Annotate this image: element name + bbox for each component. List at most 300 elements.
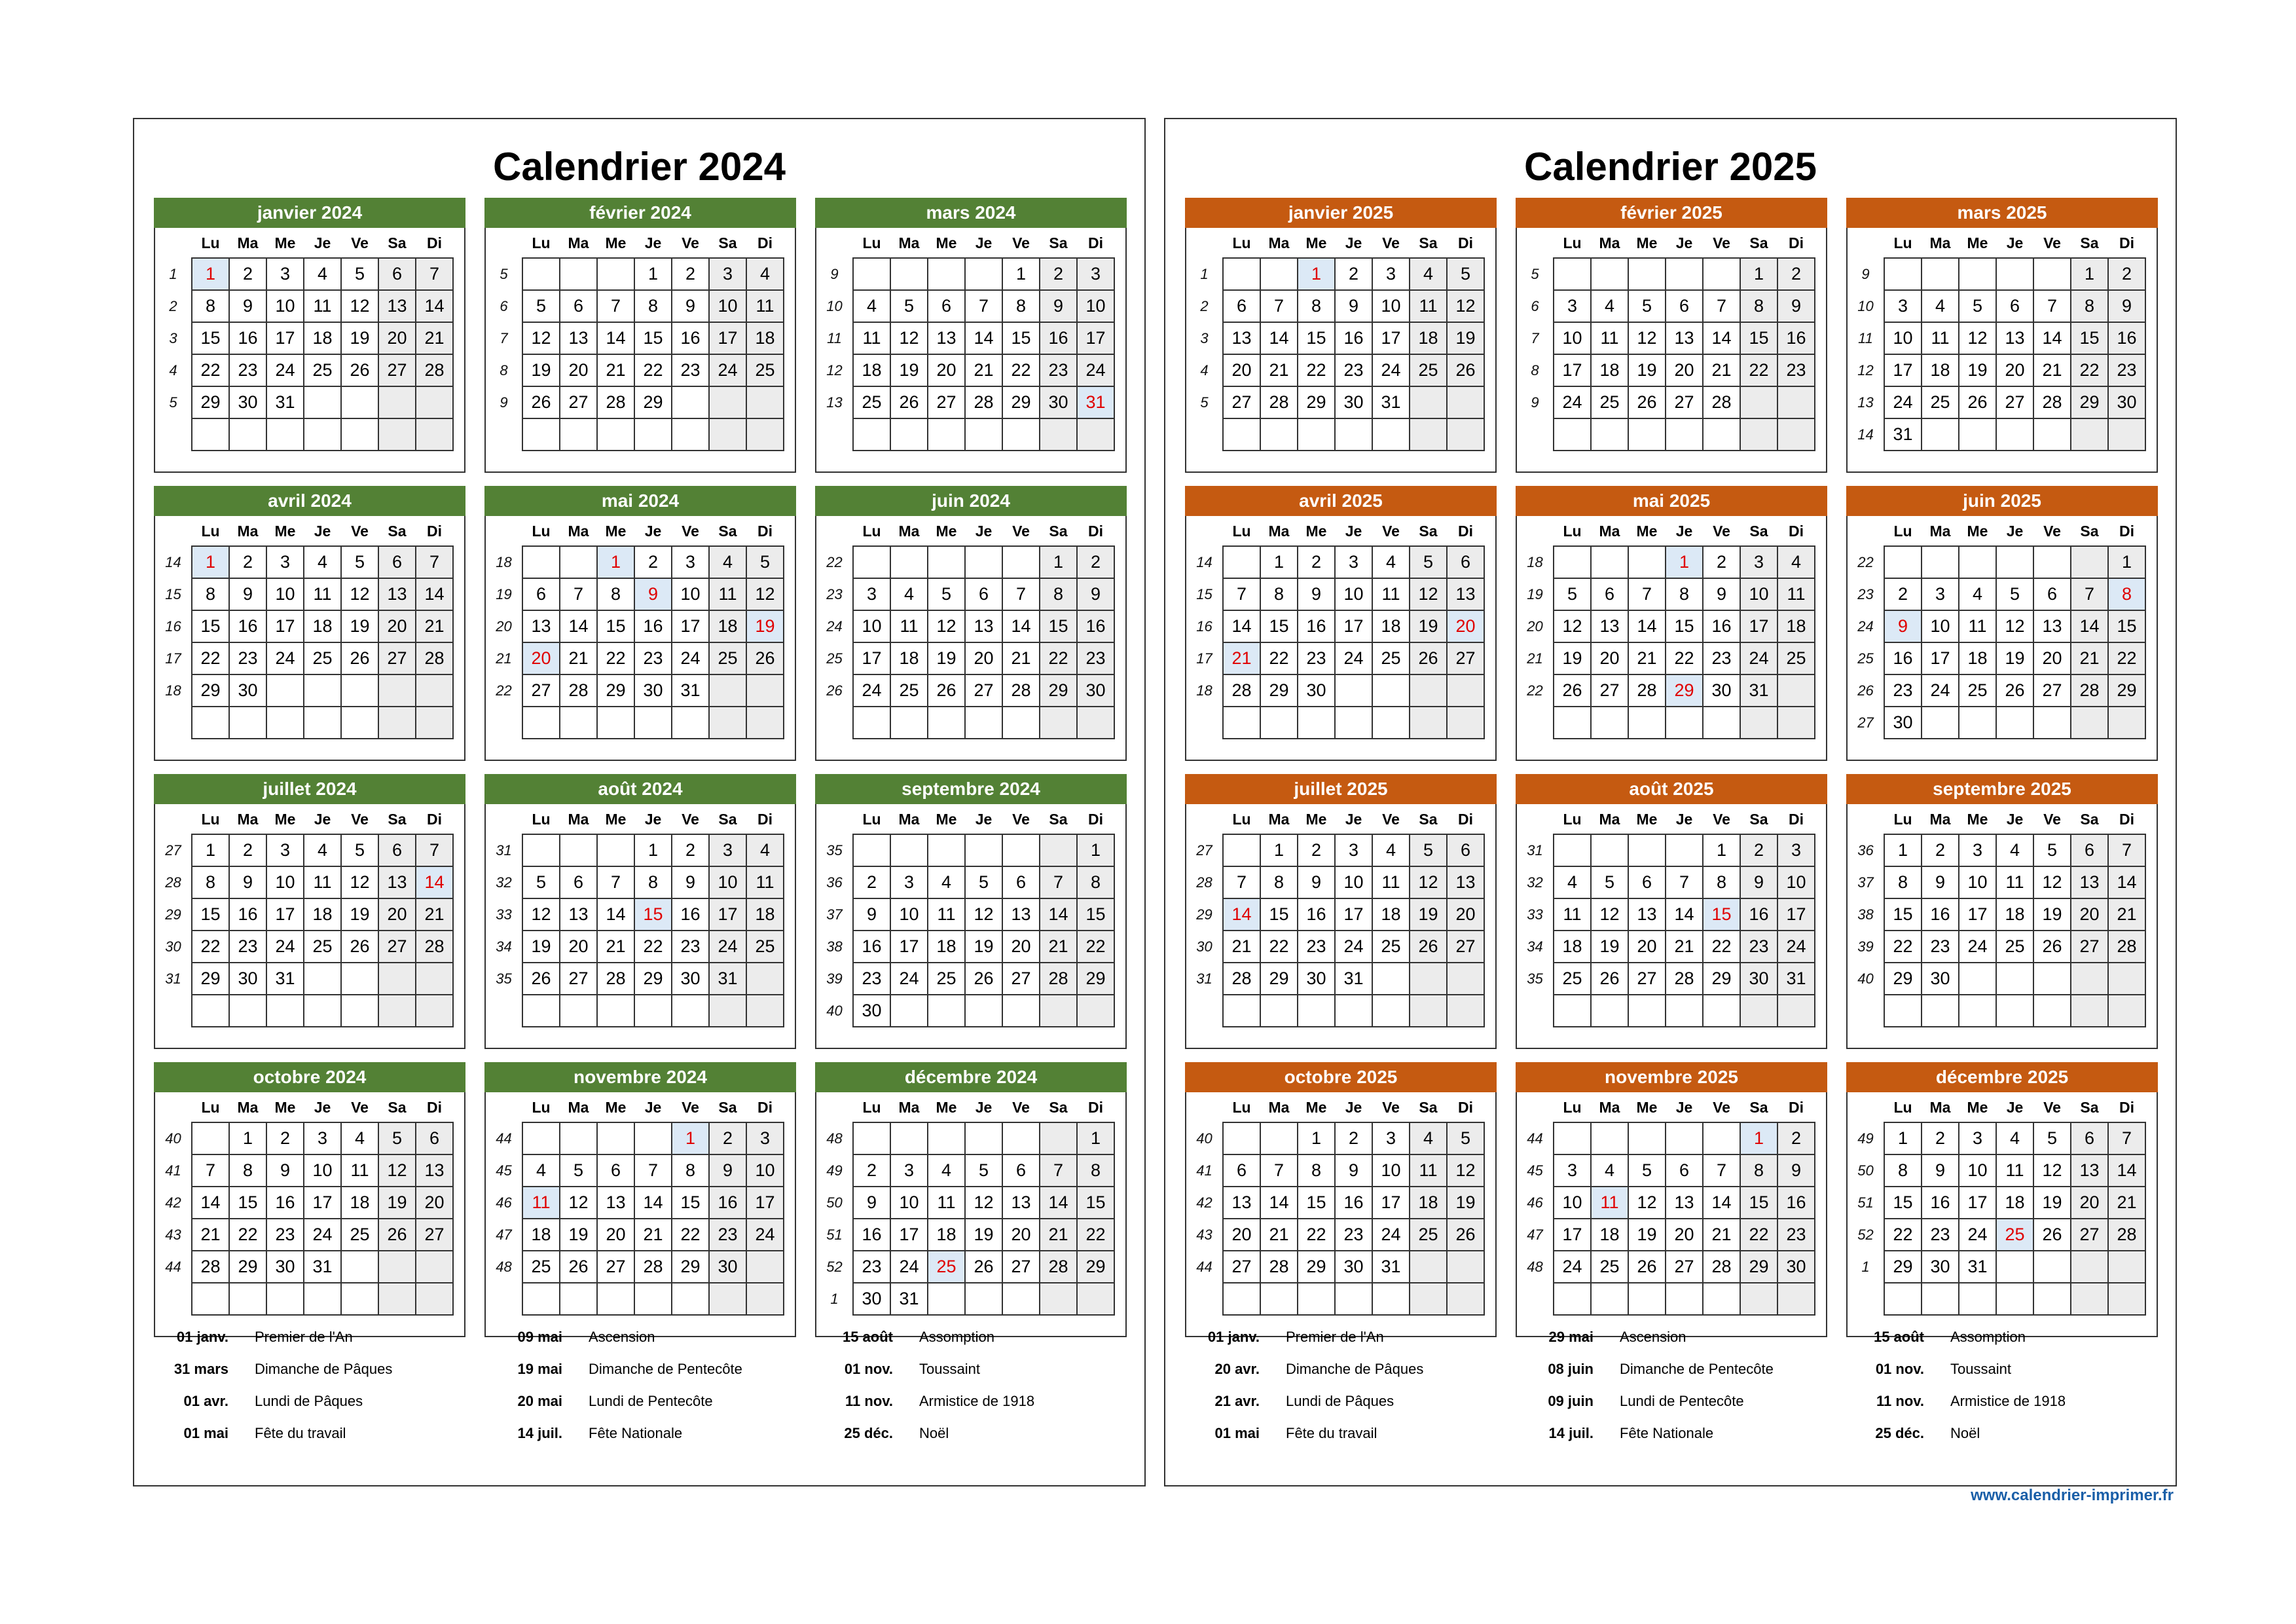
week-row [1848,1251,2145,1283]
day-cell: 25 [746,931,784,963]
day-cell: 4 [1372,546,1410,578]
day-cell: 20 [2033,642,2071,674]
day-cell: 1 [1077,1122,1114,1154]
day-cell: 3 [672,546,709,578]
day-cell: 21 [597,354,634,386]
week-number: 2 [169,297,177,314]
day-cell: 7 [1223,866,1260,898]
day-cell: 15 [1884,1187,1922,1219]
day-cell: 27 [1447,642,1484,674]
week-row [1517,931,1815,963]
day-cell: 17 [746,1187,784,1219]
day-cell: 15 [192,322,229,354]
week-row [486,1154,784,1187]
week-number: 10 [1857,297,1874,314]
day-cell [1554,258,1591,290]
day-cell [853,707,890,739]
week-row [1848,834,2145,866]
day-cell [1410,707,1447,739]
week-row [1517,386,1815,418]
day-cell: 27 [560,963,597,995]
day-cell: 16 [229,898,266,931]
day-cell: 31 [1372,1251,1410,1283]
week-row [1186,290,1484,322]
day-cell [1554,995,1591,1027]
day-cell: 12 [1410,578,1447,610]
day-cell [1703,995,1740,1027]
day-cell: 15 [1002,322,1040,354]
day-cell: 30 [853,995,890,1027]
day-cell [746,707,784,739]
day-cell: 23 [1777,354,1815,386]
day-cell [1777,995,1815,1027]
week-row [1848,354,2145,386]
day-cell: 23 [1922,1219,1959,1251]
week-number: 22 [496,682,512,699]
day-cell: 4 [1959,578,1996,610]
week-number: 20 [1527,618,1543,635]
day-cell: 4 [890,578,928,610]
weekday-label: Me [1305,234,1327,251]
day-cell [1740,418,1777,451]
week-row [1186,898,1484,931]
day-cell: 16 [709,1187,746,1219]
week-number: 3 [169,329,177,346]
week-number: 35 [496,970,512,987]
day-cell: 17 [1554,1219,1591,1251]
month-grid [486,1063,784,1316]
week-row [1848,290,2145,322]
week-number: 32 [1527,874,1543,891]
weekday-label: Ma [898,234,920,251]
day-cell [1628,834,1666,866]
day-cell [2071,1251,2108,1283]
day-cell [746,1251,784,1283]
month-block [1185,774,1497,1049]
day-cell: 29 [1260,963,1298,995]
day-cell: 10 [1740,578,1777,610]
day-cell: 20 [378,610,416,642]
day-cell [1410,386,1447,418]
day-cell [266,674,304,707]
day-cell: 7 [597,866,634,898]
week-number [486,418,522,451]
day-cell: 9 [634,578,672,610]
week-row [486,1283,784,1315]
holiday-name: Dimanche de Pentecôte [589,1361,742,1377]
day-cell: 20 [2071,1187,2108,1219]
day-cell: 19 [341,610,378,642]
weekday-label: Sa [1749,234,1768,251]
day-cell: 7 [1628,578,1666,610]
day-cell: 11 [928,898,965,931]
day-cell: 12 [1628,1187,1666,1219]
day-cell [522,258,560,290]
day-cell: 21 [1223,642,1260,674]
day-cell: 14 [965,322,1002,354]
day-cell: 31 [1777,963,1815,995]
day-cell: 22 [1298,1219,1335,1251]
day-cell [1922,258,1959,290]
week-row [816,707,1114,739]
day-cell: 12 [1410,866,1447,898]
weekday-label: Di [427,1099,442,1116]
day-cell: 18 [1554,931,1591,963]
day-cell: 15 [634,322,672,354]
day-cell: 24 [1959,931,1996,963]
day-cell [672,995,709,1027]
day-cell: 27 [378,931,416,963]
day-cell: 17 [890,1219,928,1251]
day-cell: 16 [672,322,709,354]
day-cell: 9 [853,898,890,931]
day-cell: 28 [2108,1219,2145,1251]
week-number: 31 [496,841,512,858]
day-cell: 5 [1447,258,1484,290]
day-cell [853,546,890,578]
day-cell: 18 [304,610,341,642]
day-cell: 21 [192,1219,229,1251]
month-block [1516,486,1827,761]
week-row [1848,1122,2145,1154]
day-cell [890,1122,928,1154]
day-cell [378,995,416,1027]
week-number: 49 [1857,1130,1874,1147]
week-number: 28 [1196,874,1212,891]
weekday-label: Sa [2080,523,2099,540]
day-cell: 12 [1447,290,1484,322]
day-cell: 28 [1002,674,1040,707]
day-cell: 10 [1959,866,1996,898]
week-number: 7 [500,329,508,346]
day-cell: 28 [1223,963,1260,995]
weekday-label: Je [1345,523,1362,540]
weekday-label: Ve [1012,523,1030,540]
day-cell: 10 [1077,290,1114,322]
week-row [486,258,784,290]
holiday-item [799,1321,1126,1353]
week-row [816,931,1114,963]
month-grid [1186,1063,1485,1316]
weekday-label: Ve [1382,811,1400,828]
day-cell [1591,546,1628,578]
day-cell: 7 [560,578,597,610]
day-cell: 12 [1447,1154,1484,1187]
week-number: 39 [1857,938,1874,955]
day-cell: 19 [522,354,560,386]
day-cell [341,1251,378,1283]
day-cell: 6 [1223,1154,1260,1187]
week-number [1848,1283,1884,1315]
day-cell [1959,963,1996,995]
week-row [816,258,1114,290]
day-cell: 9 [1884,610,1922,642]
weekday-label: Sa [1419,523,1438,540]
day-cell: 10 [890,898,928,931]
day-cell: 24 [709,354,746,386]
week-row [486,386,784,418]
weekday-label: Ma [1268,811,1290,828]
week-number: 48 [1527,1258,1543,1275]
week-row [1517,258,1815,290]
weekday-label: Lu [1232,1099,1251,1116]
day-cell [1777,674,1815,707]
day-cell: 2 [1335,1122,1372,1154]
month-block [1846,774,2158,1049]
month-grid [816,1063,1115,1316]
week-number: 44 [1527,1130,1543,1147]
day-cell: 31 [1335,963,1372,995]
day-cell [1298,1283,1335,1315]
holiday-item [134,1321,462,1353]
day-cell: 8 [1002,290,1040,322]
week-number: 44 [496,1130,512,1147]
week-number [1186,995,1223,1027]
day-cell: 15 [1703,898,1740,931]
day-cell: 21 [1260,354,1298,386]
day-cell [341,386,378,418]
day-cell: 31 [709,963,746,995]
day-cell: 5 [1996,578,2033,610]
day-cell: 7 [192,1154,229,1187]
week-row [1848,866,2145,898]
week-row [155,386,453,418]
day-cell: 29 [1298,386,1335,418]
day-cell: 1 [1740,1122,1777,1154]
week-number: 42 [165,1194,181,1211]
week-number [1517,1283,1554,1315]
week-number: 9 [1531,394,1539,411]
day-cell [965,418,1002,451]
day-cell: 29 [1298,1251,1335,1283]
weekday-label: Ve [1382,1099,1400,1116]
month-title: janvier 2025 [1185,198,1497,228]
day-cell: 6 [928,290,965,322]
day-cell [1703,707,1740,739]
holiday-name: Premier de l'An [1286,1329,1384,1345]
day-cell: 12 [522,322,560,354]
day-cell: 22 [2071,354,2108,386]
day-cell: 13 [378,578,416,610]
day-cell: 2 [672,834,709,866]
day-cell: 23 [1298,931,1335,963]
day-cell [522,1122,560,1154]
weekday-label: Di [1088,523,1103,540]
day-cell [1922,418,1959,451]
day-cell [341,963,378,995]
day-cell: 13 [416,1154,453,1187]
week-row [1186,642,1484,674]
month-title: avril 2025 [1185,486,1497,516]
day-cell [597,834,634,866]
day-cell: 24 [1922,674,1959,707]
day-cell: 26 [1410,931,1447,963]
day-cell: 14 [1703,1187,1740,1219]
week-number: 47 [496,1226,512,1243]
day-cell: 7 [1260,290,1298,322]
day-cell: 2 [1777,258,1815,290]
day-cell: 29 [597,674,634,707]
week-number: 46 [1527,1194,1543,1211]
weekday-label: Ma [1268,523,1290,540]
day-cell: 30 [1703,674,1740,707]
day-cell: 25 [928,963,965,995]
day-cell: 18 [709,610,746,642]
holiday-column [1165,1321,1493,1449]
day-cell: 2 [709,1122,746,1154]
day-cell [416,386,453,418]
day-cell: 21 [2108,898,2145,931]
weekday-label: Lu [1893,234,1912,251]
month-title: octobre 2024 [154,1062,465,1092]
week-number: 14 [1196,553,1212,570]
day-cell: 23 [672,931,709,963]
week-number [1517,418,1554,451]
day-cell: 11 [1591,322,1628,354]
day-cell: 27 [1591,674,1628,707]
day-cell: 11 [1372,578,1410,610]
day-cell: 27 [1447,931,1484,963]
day-cell: 30 [1922,963,1959,995]
day-cell: 23 [266,1219,304,1251]
day-cell: 31 [890,1283,928,1315]
weekday-label: Je [1675,1099,1693,1116]
weekday-label: Lu [1563,811,1582,828]
week-row [1517,707,1815,739]
day-cell [1077,995,1114,1027]
day-cell: 2 [634,546,672,578]
weekday-label: Lu [1563,523,1582,540]
week-number: 13 [826,394,843,411]
day-cell: 24 [1335,931,1372,963]
week-row [1186,995,1484,1027]
holiday-name: Lundi de Pentecôte [589,1393,713,1409]
day-cell: 20 [1223,1219,1260,1251]
day-cell [1666,995,1703,1027]
weekday-label: Ve [682,234,699,251]
day-cell: 16 [1777,322,1815,354]
day-cell: 22 [1703,931,1740,963]
day-cell [1703,1122,1740,1154]
week-row [486,642,784,674]
week-row [155,995,453,1027]
month-block [154,1062,465,1337]
day-cell: 5 [1447,1122,1484,1154]
day-cell: 28 [1260,1251,1298,1283]
week-number: 18 [496,553,512,570]
day-cell: 29 [1884,1251,1922,1283]
week-number: 6 [500,297,508,314]
website-link[interactable]: www.calendrier-imprimer.fr [1971,1486,2174,1504]
weekday-label: Sa [2080,811,2099,828]
weekday-label: Ve [1713,811,1730,828]
day-cell: 24 [1077,354,1114,386]
day-cell: 3 [1777,834,1815,866]
day-cell [304,386,341,418]
day-cell: 7 [1040,1154,1077,1187]
day-cell: 3 [1554,1154,1591,1187]
day-cell: 16 [853,1219,890,1251]
weekday-label: Di [1789,234,1804,251]
week-number: 18 [1196,682,1212,699]
day-cell: 23 [229,354,266,386]
week-row [816,1251,1114,1283]
day-cell: 19 [560,1219,597,1251]
day-cell [2033,707,2071,739]
day-cell: 15 [1884,898,1922,931]
week-number: 36 [1857,841,1874,858]
day-cell [1077,418,1114,451]
holiday-column [134,1321,462,1449]
day-cell: 15 [672,1187,709,1219]
weekday-label: Lu [532,1099,551,1116]
day-cell [746,674,784,707]
holiday-date: 15 août [1873,1329,1924,1345]
day-cell: 23 [634,642,672,674]
week-row [1517,610,1815,642]
holiday-date: 01 mai [183,1425,228,1441]
week-number: 25 [1857,650,1874,667]
week-number: 37 [826,906,843,923]
day-cell: 26 [746,642,784,674]
day-cell: 12 [965,1187,1002,1219]
day-cell: 26 [341,642,378,674]
day-cell [746,418,784,451]
day-cell [1922,995,1959,1027]
weekday-label: Di [2119,1099,2134,1116]
weekday-label: Ve [1382,523,1400,540]
day-cell: 8 [1884,866,1922,898]
weekday-label: Ma [237,523,259,540]
day-cell: 8 [1740,290,1777,322]
month-grid [1848,199,2146,451]
week-row [155,1122,453,1154]
day-cell: 18 [928,1219,965,1251]
day-cell: 13 [1591,610,1628,642]
day-cell [1410,1283,1447,1315]
day-cell: 1 [1077,834,1114,866]
day-cell: 3 [266,258,304,290]
day-cell: 9 [1335,290,1372,322]
day-cell: 17 [709,898,746,931]
month-grid [486,775,784,1027]
month-title: janvier 2024 [154,198,465,228]
weekday-label: Je [1345,234,1362,251]
day-cell: 2 [1077,546,1114,578]
holiday-date: 19 mai [517,1361,562,1377]
day-cell: 23 [1703,642,1740,674]
day-cell: 22 [2108,642,2145,674]
week-row [816,898,1114,931]
week-number: 27 [1196,841,1212,858]
holiday-date: 01 nov. [1875,1361,1924,1377]
month-title: novembre 2025 [1516,1062,1827,1092]
day-cell: 26 [1591,963,1628,995]
day-cell: 22 [1002,354,1040,386]
day-cell: 26 [522,963,560,995]
weekday-label: Ma [1929,523,1951,540]
week-row [1848,1187,2145,1219]
day-cell [1223,834,1260,866]
day-cell: 20 [2071,898,2108,931]
day-cell: 19 [2033,898,2071,931]
weekday-label: Di [1789,1099,1804,1116]
week-row [1848,707,2145,739]
weekday-label: Ma [237,234,259,251]
day-cell [229,995,266,1027]
week-row [1186,866,1484,898]
day-cell [1591,995,1628,1027]
